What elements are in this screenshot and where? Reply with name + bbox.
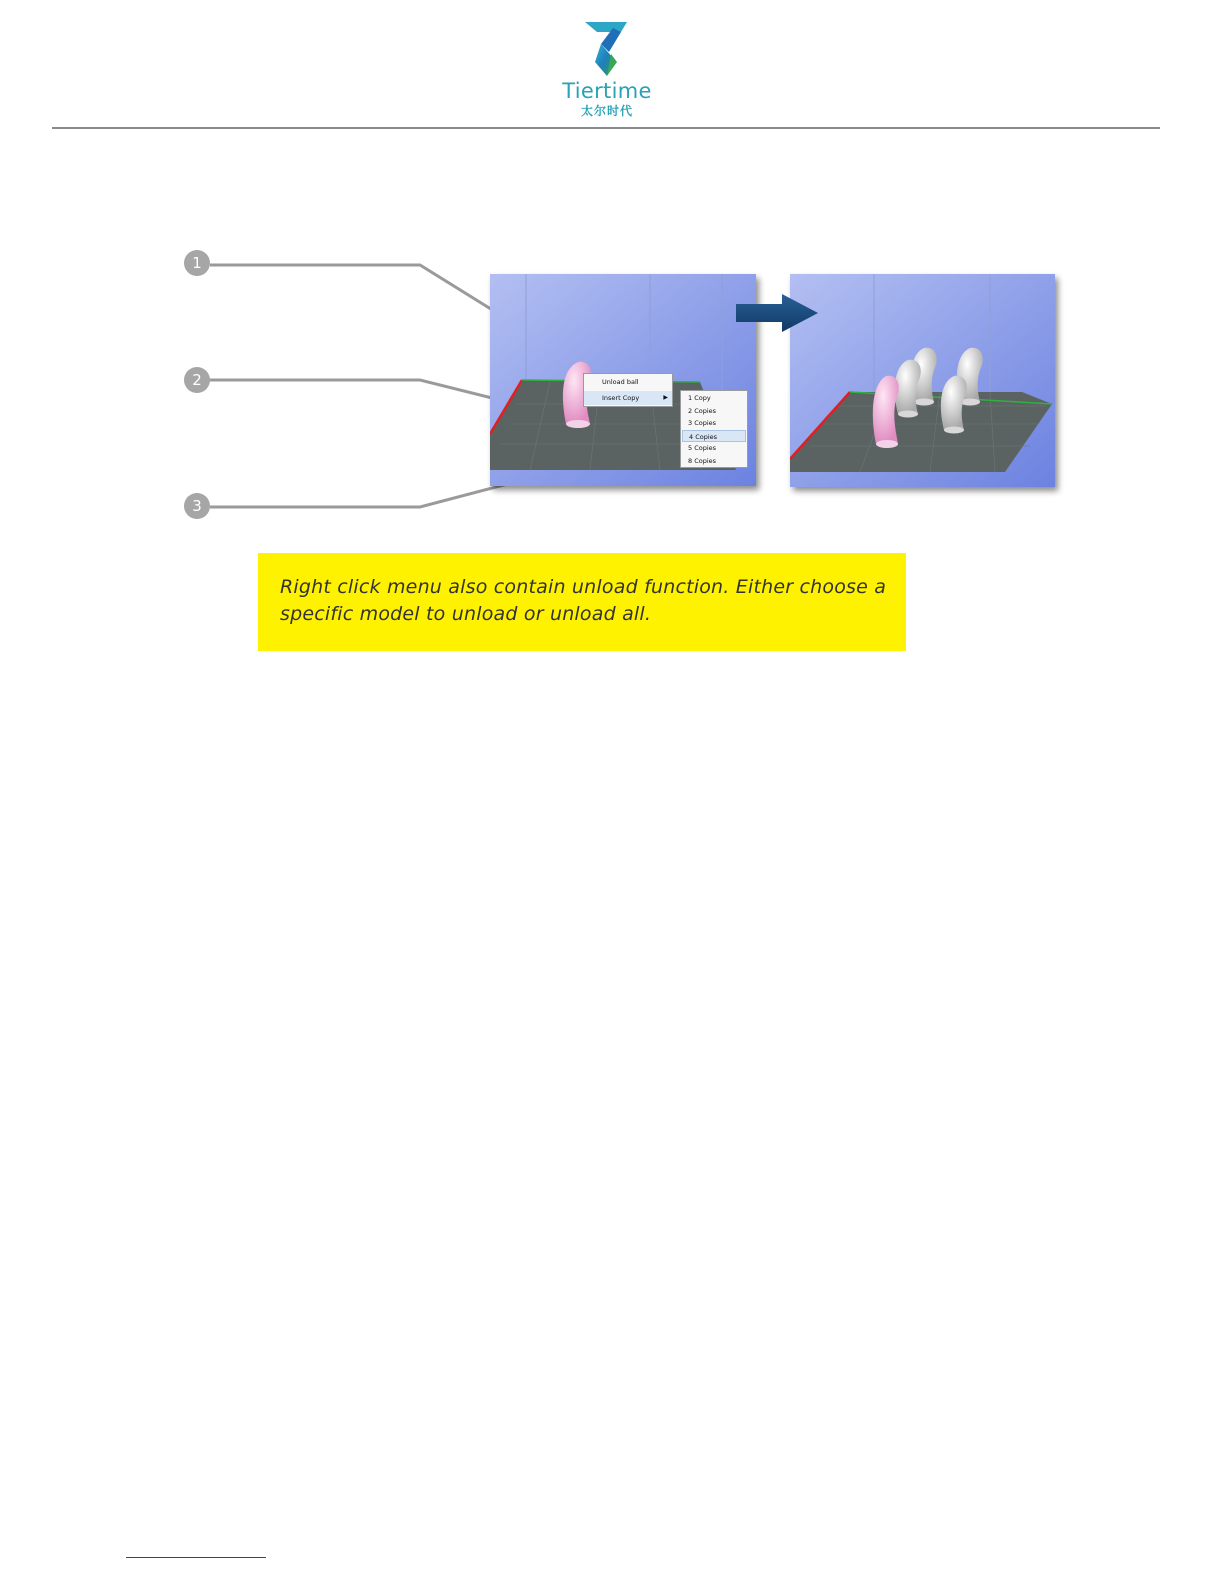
submenu-item-5-copies[interactable]: 5 Copies xyxy=(688,444,717,452)
callout-3: 3 xyxy=(184,493,210,519)
menu-item-insert-copy[interactable] xyxy=(584,391,672,405)
footer-link-underline xyxy=(126,1557,266,1558)
note-callout-box xyxy=(258,553,906,651)
brand-subtitle: 太尔时代 xyxy=(580,104,633,118)
brand-name: Tiertime xyxy=(562,79,652,103)
right-arrow-icon xyxy=(734,292,820,334)
insert-copy-submenu xyxy=(680,390,748,468)
submenu-arrow-icon: ▶ xyxy=(663,394,668,401)
menu-item-unload[interactable]: Unload ball xyxy=(602,378,639,386)
context-menu xyxy=(583,373,673,407)
build-plate-view-after xyxy=(790,274,1055,487)
callout-1: 1 xyxy=(184,250,210,276)
header-divider xyxy=(52,127,1160,129)
submenu-item-1-copy[interactable]: 1 Copy xyxy=(688,394,711,402)
tiertime-mark-icon xyxy=(581,18,631,80)
submenu-item-3-copies[interactable]: 3 Copies xyxy=(688,419,717,427)
submenu-item-2-copies[interactable]: 2 Copies xyxy=(688,406,717,415)
menu-item-insert-copy-label: Insert Copy xyxy=(602,394,640,402)
callout-2: 2 xyxy=(184,367,210,393)
tiertime-logo xyxy=(559,18,655,122)
submenu-item-4-copies[interactable]: 4 Copies xyxy=(682,430,746,442)
note-text: Right click menu also contain unload function. Either choose a specific model to unload or unload all. xyxy=(280,576,887,625)
screenshot-after xyxy=(790,274,1055,487)
submenu-item-8-copies[interactable]: 8 Copies xyxy=(688,456,717,465)
